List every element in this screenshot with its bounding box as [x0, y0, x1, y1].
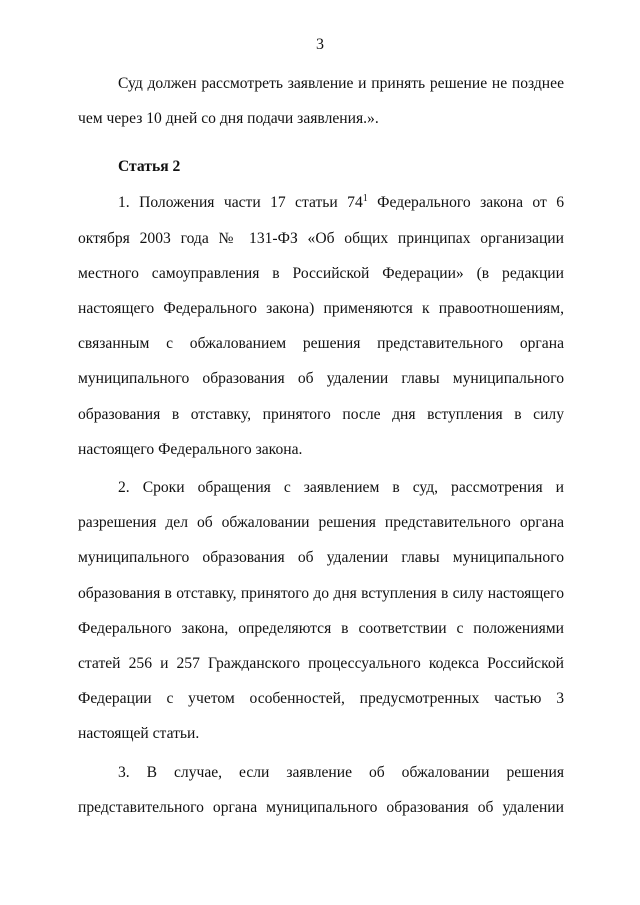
- paragraph-1: [78, 185, 564, 467]
- article-heading: Статья 2: [118, 158, 181, 176]
- paragraph-1-start: 1. Положения части 17 статьи 74: [118, 194, 363, 212]
- article-superscript: 1: [362, 193, 368, 205]
- paragraph-1-rest: Федерального закона от 6 октября 2003 года № 131-ФЗ «Об общих принципах организации местного самоуправления в Российской Федерации» (в редакции настоящего Федерального закона) применяются к правоотношениям, связанным с обжалованием решения представительного органа муниципального образования об удалении главы муниципального образования в отставку, принятого после дня вступления в силу настоящего Федерального закона.: [78, 194, 564, 458]
- paragraph-3: 3. В случае, если заявление об обжаловании решения представительного органа муниципального образования об удалении: [78, 763, 564, 816]
- paragraph-2: 2. Сроки обращения с заявлением в суд, рассмотрения и разрешения дел об обжаловании решения представительного органа муниципального образования об удалении главы муниципального образования в отставку, принятого до дня вступления в силу настоящего Федерального закона, определяются в соответствии с положениями статей 256 и 257 Гражданского процессуального кодекса Российской Федерации с учетом особенностей, предусмотренных частью 3 настоящей статьи.: [78, 479, 564, 743]
- document-body: [78, 66, 564, 825]
- closing-quote-paragraph: Суд должен рассмотреть заявление и принять решение не позднее чем через 10 дней со дня подачи заявления.».: [78, 75, 564, 128]
- page-number: 3: [316, 36, 324, 53]
